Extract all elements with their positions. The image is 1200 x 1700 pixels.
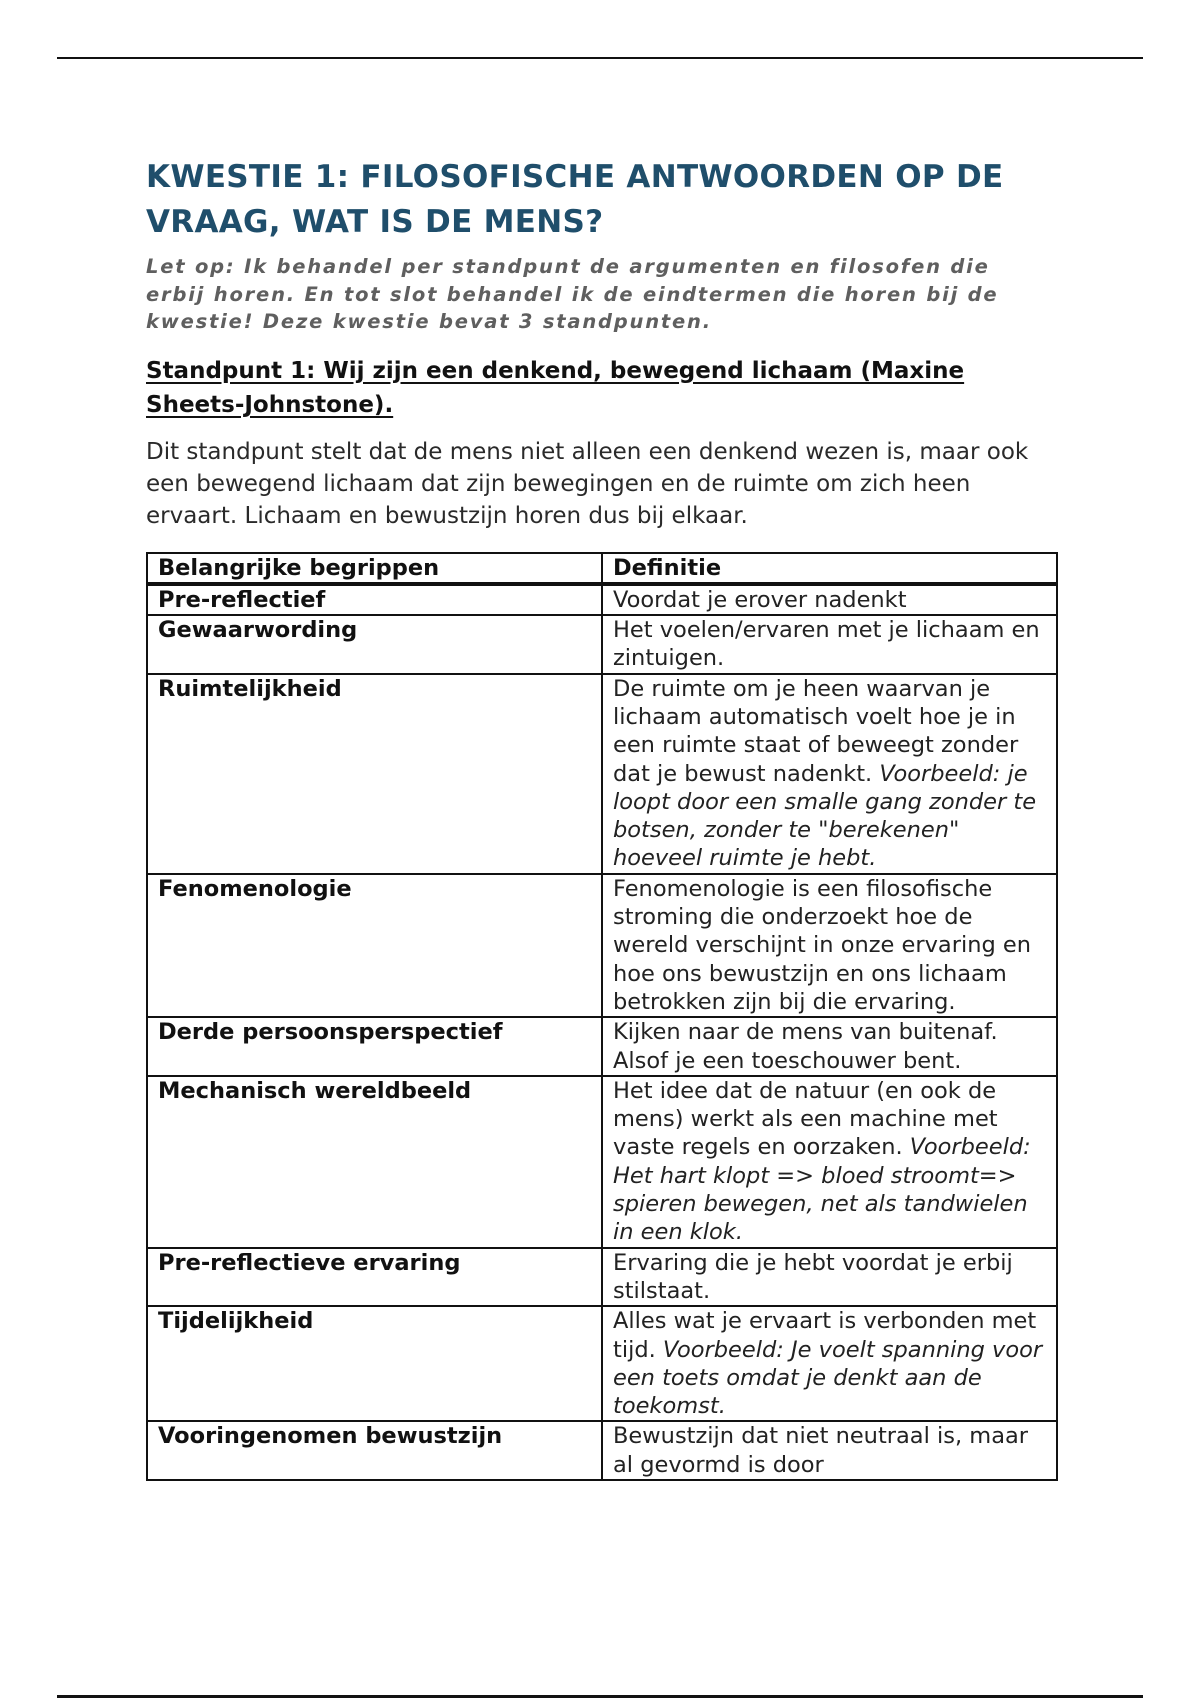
bottom-rule [57, 1695, 1143, 1698]
term-cell: Derde persoonsperspectief [147, 1017, 602, 1076]
table-row [147, 874, 1057, 1017]
definition-cell [602, 1306, 1057, 1421]
table-body [147, 584, 1057, 1480]
definition-cell [602, 1017, 1057, 1076]
definition-text: Fenomenologie is een filosofische stroming die onderzoekt hoe de wereld verschijnt in onze ervaring en hoe ons bewustzijn en ons lichaam betrokken zijn bij die ervaring. [613, 875, 1032, 1015]
definition-cell [602, 874, 1057, 1017]
term-cell: Gewaarwording [147, 615, 602, 674]
top-rule [57, 57, 1143, 59]
definition-cell [602, 1421, 1057, 1480]
standpunt-heading: Standpunt 1: Wij zijn een denkend, bewegend lichaam (Maxine Sheets-Johnstone). [146, 357, 965, 418]
term-cell: Fenomenologie [147, 874, 602, 1017]
concepts-table [146, 552, 1058, 1482]
definition-text: Voordat je erover nadenkt [613, 586, 907, 613]
standpunt-intro: Dit standpunt stelt dat de mens niet alleen een denkend wezen is, maar ook een bewegend lichaam dat zijn bewegingen en de ruimte om zich heen ervaart. Lichaam en bewustzijn horen dus bij elkaar. [146, 438, 1029, 529]
table-row [147, 615, 1057, 674]
table-row [147, 1421, 1057, 1480]
definition-text: Ervaring die je hebt voordat je erbij stilstaat. [613, 1249, 1013, 1304]
term-cell: Pre-reflectieve ervaring [147, 1248, 602, 1307]
table-row [147, 1017, 1057, 1076]
example-text: Voorbeeld: Je voelt spanning voor een toets omdat je denkt aan de toekomst. [613, 1336, 1043, 1420]
definition-text: Alles wat je ervaart is verbonden met tijd. [613, 1308, 1037, 1363]
table-row [147, 1306, 1057, 1421]
definition-cell [602, 584, 1057, 615]
definition-text: Het voelen/ervaren met je lichaam en zintuigen. [613, 617, 1040, 672]
note-paragraph: Let op: Ik behandel per standpunt de argumenten en filosofen die erbij horen. En tot slot behandel ik de eindtermen die horen bij de kwestie! Deze kwestie bevat 3 standpunten. [146, 255, 999, 333]
definition-cell [602, 1248, 1057, 1307]
example-text: Voorbeeld: je loopt door een smalle gang zonder te botsen, zonder te "berekenen" hoeveel ruimte je hebt. [613, 760, 1037, 872]
table-row [147, 1248, 1057, 1307]
definition-cell [602, 674, 1057, 874]
header-definition: Definitie [602, 553, 1057, 584]
term-cell: Pre-reflectief [147, 584, 602, 615]
header-term: Belangrijke begrippen [147, 553, 602, 584]
term-cell: Tijdelijkheid [147, 1306, 602, 1421]
term-cell: Vooringenomen bewustzijn [147, 1421, 602, 1480]
term-cell: Ruimtelijkheid [147, 674, 602, 874]
definition-text: Bewustzijn dat niet neutraal is, maar al gevormd is door [613, 1423, 1029, 1478]
table-header-row [147, 553, 1057, 584]
definition-cell [602, 1076, 1057, 1248]
table-row [147, 674, 1057, 874]
table-row [147, 1076, 1057, 1248]
table-row [147, 584, 1057, 615]
document-title: KWESTIE 1: FILOSOFISCHE ANTWOORDEN OP DE VRAAG, WAT IS DE MENS? [146, 159, 1004, 240]
document-page [146, 155, 1056, 1481]
definition-text: Het idee dat de natuur (en ook de mens) werkt als een machine met vaste regels en oorzaken. [613, 1077, 998, 1161]
definition-cell [602, 615, 1057, 674]
definition-text: Kijken naar de mens van buitenaf. Alsof je een toeschouwer bent. [613, 1019, 998, 1074]
term-cell: Mechanisch wereldbeeld [147, 1076, 602, 1248]
definition-text: De ruimte om je heen waarvan je lichaam automatisch voelt hoe je in een ruimte staat of beweegt zonder dat je bewust nadenkt. [613, 675, 1019, 787]
example-text: Voorbeeld: Het hart klopt => bloed stroomt=> spieren bewegen, net als tandwielen in een klok. [613, 1134, 1031, 1246]
